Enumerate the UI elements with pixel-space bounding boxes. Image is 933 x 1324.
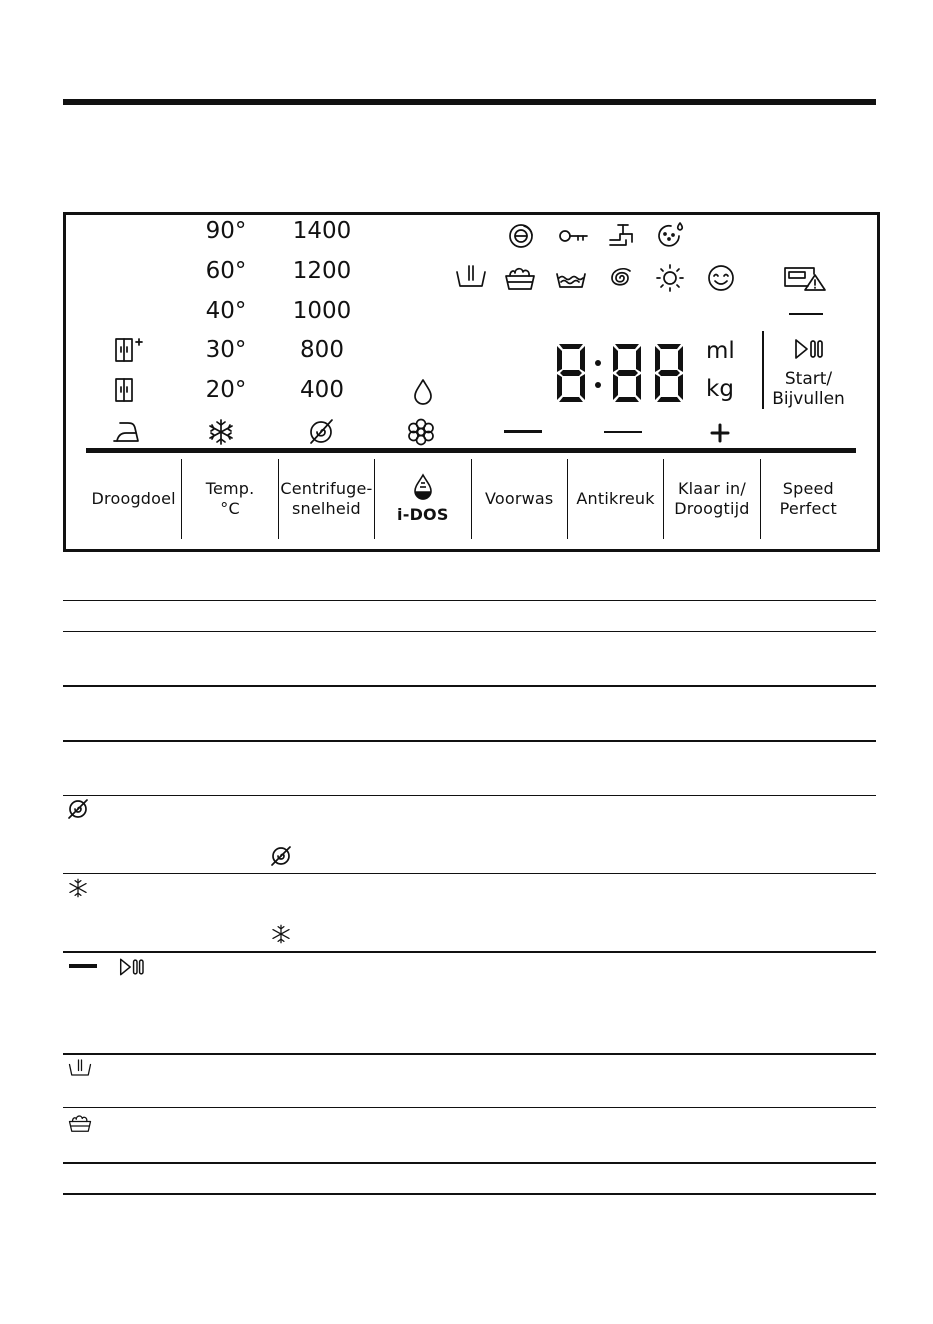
panel-separator — [86, 448, 856, 453]
button-label: Droogtijd — [674, 499, 750, 518]
button-label: °C — [220, 499, 240, 518]
temp-20: 20° — [205, 377, 247, 403]
no-spin-icon — [305, 417, 337, 447]
droogdoel-button[interactable] — [86, 459, 181, 539]
spin-1000: 1000 — [292, 298, 352, 324]
unit-kg: kg — [706, 376, 734, 402]
table-rule — [63, 685, 876, 687]
spin-1400: 1400 — [292, 218, 352, 244]
key-lock-icon — [556, 223, 592, 249]
button-label: Speed — [782, 479, 834, 498]
speed-perfect-button[interactable] — [760, 459, 856, 539]
start-label-line1: Start/ — [784, 369, 833, 389]
wash-icon — [502, 262, 538, 294]
table-rule — [63, 600, 876, 601]
temp-60: 60° — [205, 258, 247, 284]
drum-clean-icon — [506, 221, 540, 251]
button-label: Klaar in/ — [677, 479, 746, 498]
door-warning-icon — [780, 262, 828, 294]
cupboard-plus-icon — [110, 336, 144, 364]
snowflake-icon — [270, 923, 292, 949]
temp-button[interactable] — [181, 459, 277, 539]
cupboard-icon — [110, 376, 144, 404]
table-rule — [63, 740, 876, 742]
table-rule — [63, 1053, 876, 1055]
table-rule — [63, 951, 876, 953]
button-label: Perfect — [779, 499, 838, 518]
warning-underline — [789, 313, 823, 315]
temp-90: 90° — [205, 218, 247, 244]
water-tap-icon — [606, 220, 640, 250]
drum-drops-icon — [655, 220, 689, 250]
table-rule — [63, 631, 876, 632]
spin-800: 800 — [300, 337, 344, 363]
klaar-in-button[interactable] — [663, 459, 759, 539]
table-rule — [63, 1193, 876, 1195]
table-rule — [63, 1107, 876, 1108]
button-row — [86, 459, 856, 539]
button-label: Voorwas — [484, 489, 554, 508]
minus-icon — [69, 964, 97, 968]
finished-icon — [703, 262, 739, 294]
idos-icon — [411, 473, 435, 501]
start-pause-icon — [114, 955, 148, 983]
table-rule — [63, 1162, 876, 1164]
snowflake-icon — [67, 877, 89, 903]
time-display — [552, 343, 692, 407]
minus-icon — [604, 431, 642, 433]
wash-icon — [66, 1111, 94, 1139]
spin-400: 400 — [300, 377, 344, 403]
rinse-icon — [553, 265, 589, 293]
spin-1200: 1200 — [292, 258, 352, 284]
idos-button[interactable] — [374, 459, 470, 539]
voorwas-button[interactable] — [471, 459, 567, 539]
unit-ml: ml — [706, 338, 735, 364]
button-label: Droogdoel — [91, 489, 176, 508]
flower-icon — [405, 417, 437, 447]
header-rule — [63, 99, 876, 105]
water-drop-icon — [407, 377, 439, 407]
dry-icon — [652, 262, 688, 294]
plus-icon — [707, 420, 733, 446]
minus-icon — [504, 430, 542, 433]
control-panel-diagram — [63, 212, 880, 552]
start-pause-icon[interactable] — [790, 335, 826, 363]
antikreuk-button[interactable] — [567, 459, 663, 539]
button-label: Centrifuge- — [280, 479, 373, 498]
temp-30: 30° — [205, 337, 247, 363]
button-label: Temp. — [205, 479, 255, 498]
prewash-icon — [66, 1057, 94, 1085]
snowflake-icon — [206, 417, 236, 447]
no-spin-icon — [66, 798, 90, 824]
temp-40: 40° — [205, 298, 247, 324]
button-label: snelheid — [291, 499, 361, 518]
no-spin-icon — [269, 845, 293, 871]
start-label-line2: Bijvullen — [772, 389, 845, 409]
button-label: i-DOS — [397, 505, 449, 524]
button-label: Antikreuk — [576, 489, 655, 508]
table-rule — [63, 795, 876, 796]
spin-speed-button[interactable] — [278, 459, 374, 539]
iron-icon — [108, 418, 144, 446]
spin-icon — [603, 262, 637, 294]
table-rule — [63, 873, 876, 874]
prewash-icon — [453, 262, 489, 294]
